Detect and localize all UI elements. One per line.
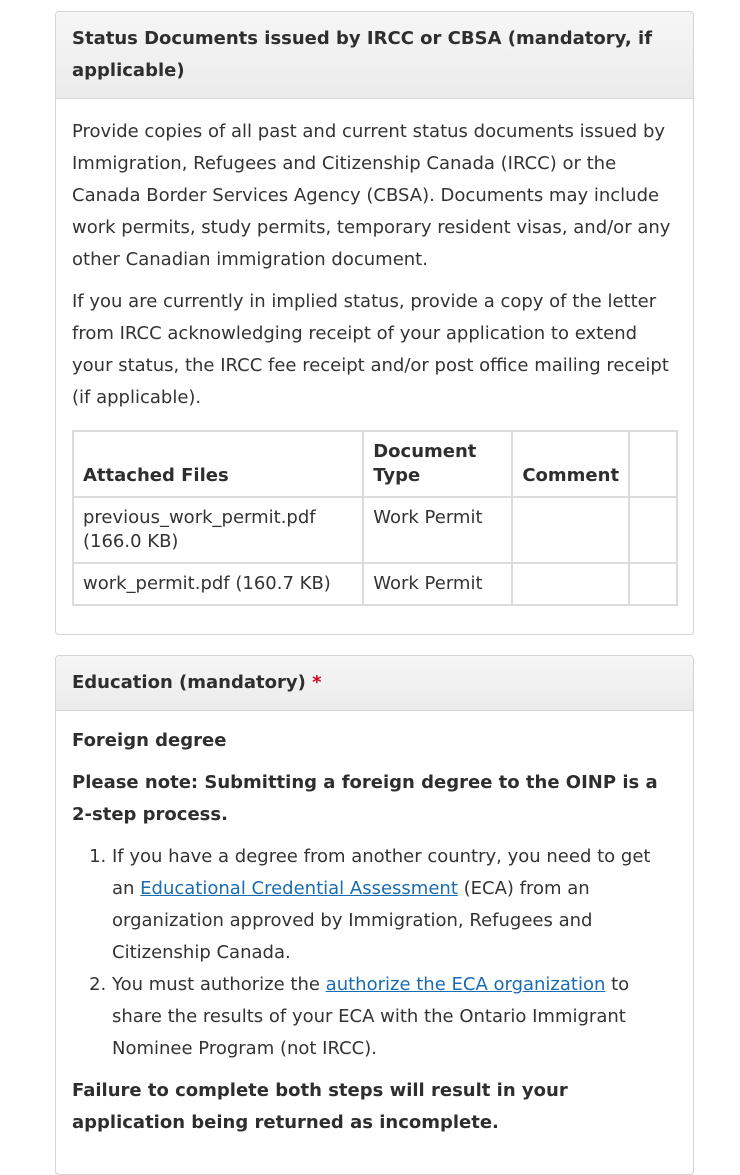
document-type-cell: Work Permit [363, 563, 512, 605]
education-body [56, 711, 693, 1139]
education-heading [56, 656, 693, 711]
status-documents-heading: Status Documents issued by IRCC or CBSA (mandatory, if applicable) [56, 12, 693, 99]
step-1-text-before: If you have a degree from another country, you need to get an [112, 846, 651, 899]
eca-steps-list [72, 841, 677, 1065]
authorize-eca-link[interactable]: authorize the ECA organization [325, 974, 606, 995]
two-step-note: Please note: Submitting a foreign degree to the OINP is a 2-step process. [72, 772, 658, 825]
foreign-degree-subheading: Foreign degree [72, 730, 227, 751]
comment-cell [512, 563, 629, 605]
header-document-type: Document Type [363, 431, 512, 497]
document-type-cell: Work Permit [363, 497, 512, 563]
step-2-text-before: You must authorize the [112, 974, 326, 995]
eca-link[interactable]: Educational Credential Assessment [140, 878, 458, 899]
implied-status-instructions: If you are currently in implied status, provide a copy of the letter from IRCC acknowledging receipt of your application to extend your status, the IRCC fee receipt and/or post office mailing receipt (if applicable). [72, 291, 669, 408]
list-item [112, 969, 677, 1065]
header-attached-files: Attached Files [73, 431, 363, 497]
comment-cell [512, 497, 629, 563]
status-documents-panel [55, 11, 694, 635]
step-1-text-after: (ECA) from an organization approved by Immigration, Refugees and Citizenship Canada. [112, 878, 593, 963]
table-row [73, 563, 677, 605]
education-heading-text: Education (mandatory) [72, 672, 306, 693]
table-header-row [73, 431, 677, 497]
incomplete-warning: Failure to complete both steps will result in your application being returned as incomplete. [72, 1080, 568, 1133]
attached-files-table [72, 430, 678, 606]
action-cell [629, 497, 677, 563]
step-2-text-after: to share the results of your ECA with the Ontario Immigrant Nominee Program (not IRCC). [112, 974, 630, 1059]
action-cell [629, 563, 677, 605]
header-comment: Comment [512, 431, 629, 497]
status-documents-body [56, 99, 693, 606]
status-documents-instructions: Provide copies of all past and current status documents issued by Immigration, Refugees and Citizenship Canada (IRCC) or the Canada Border Services Agency (CBSA). Documents may include work permits, study permits, temporary resident visas, and/or any other Canadian immigration document. [72, 121, 671, 270]
file-name-cell: previous_work_permit.pdf (166.0 KB) [73, 497, 363, 563]
required-marker: * [312, 672, 322, 693]
table-row [73, 497, 677, 563]
list-item [112, 841, 677, 969]
education-panel [55, 655, 694, 1175]
file-name-cell: work_permit.pdf (160.7 KB) [73, 563, 363, 605]
header-actions [629, 431, 677, 497]
